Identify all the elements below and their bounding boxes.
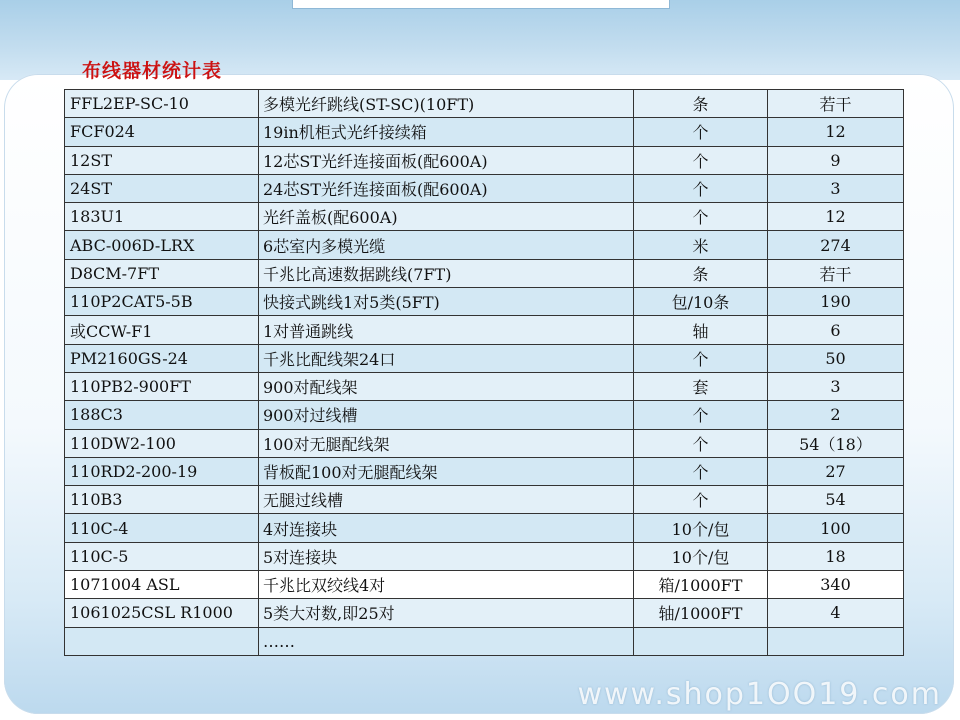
- table-row: [65, 174, 904, 202]
- materials-table-body: [65, 90, 904, 656]
- model-cell: 183U1: [65, 203, 259, 231]
- table-row: [65, 146, 904, 174]
- unit-cell: 10个/包: [634, 542, 768, 570]
- watermark: www.shop1OO19.com: [577, 677, 942, 712]
- table-row: [65, 457, 904, 485]
- table-row: [65, 231, 904, 259]
- description-cell: 光纤盖板(配600A): [259, 203, 634, 231]
- unit-cell: 个: [634, 429, 768, 457]
- unit-cell: 轴: [634, 316, 768, 344]
- quantity-cell: 190: [768, 288, 904, 316]
- model-cell: FFL2EP-SC-10: [65, 90, 259, 118]
- unit-cell: 个: [634, 457, 768, 485]
- table-row: [65, 259, 904, 287]
- unit-cell: 个: [634, 203, 768, 231]
- description-cell: 12芯ST光纤连接面板(配600A): [259, 146, 634, 174]
- model-cell: 110P2CAT5-5B: [65, 288, 259, 316]
- unit-cell: 条: [634, 90, 768, 118]
- unit-cell: [634, 627, 768, 655]
- unit-cell: 包/10条: [634, 288, 768, 316]
- unit-cell: 条: [634, 259, 768, 287]
- header-tab: [292, 0, 670, 9]
- table-row: [65, 118, 904, 146]
- description-cell: 24芯ST光纤连接面板(配600A): [259, 174, 634, 202]
- unit-cell: 10个/包: [634, 514, 768, 542]
- model-cell: 110RD2-200-19: [65, 457, 259, 485]
- unit-cell: 个: [634, 344, 768, 372]
- description-cell: 无腿过线槽: [259, 486, 634, 514]
- description-cell: 千兆比配线架24口: [259, 344, 634, 372]
- table-row: [65, 486, 904, 514]
- description-cell: 背板配100对无腿配线架: [259, 457, 634, 485]
- table-row: [65, 372, 904, 400]
- unit-cell: 箱/1000FT: [634, 571, 768, 599]
- quantity-cell: 3: [768, 174, 904, 202]
- table-row: [65, 542, 904, 570]
- quantity-cell: 274: [768, 231, 904, 259]
- quantity-cell: 100: [768, 514, 904, 542]
- table-row: [65, 627, 904, 655]
- model-cell: 110DW2-100: [65, 429, 259, 457]
- quantity-cell: 若干: [768, 90, 904, 118]
- description-cell: 快接式跳线1对5类(5FT): [259, 288, 634, 316]
- description-cell: 900对过线槽: [259, 401, 634, 429]
- model-cell: 110C-4: [65, 514, 259, 542]
- model-cell: 110C-5: [65, 542, 259, 570]
- description-cell: 千兆比高速数据跳线(7FT): [259, 259, 634, 287]
- table-row: [65, 571, 904, 599]
- table-row: [65, 514, 904, 542]
- table-title: 布线器材统计表: [82, 60, 223, 82]
- description-cell: 多模光纤跳线(ST-SC)(10FT): [259, 90, 634, 118]
- quantity-cell: 若干: [768, 259, 904, 287]
- quantity-cell: 54（18）: [768, 429, 904, 457]
- model-cell: D8CM-7FT: [65, 259, 259, 287]
- quantity-cell: 340: [768, 571, 904, 599]
- quantity-cell: 27: [768, 457, 904, 485]
- materials-table: [64, 89, 904, 656]
- model-cell: [65, 627, 259, 655]
- table-row: [65, 316, 904, 344]
- quantity-cell: 4: [768, 599, 904, 627]
- quantity-cell: 2: [768, 401, 904, 429]
- quantity-cell: 9: [768, 146, 904, 174]
- quantity-cell: 50: [768, 344, 904, 372]
- unit-cell: 轴/1000FT: [634, 599, 768, 627]
- table-row: [65, 288, 904, 316]
- table-row: [65, 599, 904, 627]
- quantity-cell: [768, 627, 904, 655]
- model-cell: 1061025CSL R1000: [65, 599, 259, 627]
- table-row: [65, 344, 904, 372]
- model-cell: 或CCW-F1: [65, 316, 259, 344]
- quantity-cell: 12: [768, 203, 904, 231]
- model-cell: ABC-006D-LRX: [65, 231, 259, 259]
- model-cell: 110PB2-900FT: [65, 372, 259, 400]
- description-cell: ……: [259, 627, 634, 655]
- model-cell: 12ST: [65, 146, 259, 174]
- table-row: [65, 401, 904, 429]
- description-cell: 5类大对数,即25对: [259, 599, 634, 627]
- unit-cell: 个: [634, 401, 768, 429]
- table-row: [65, 203, 904, 231]
- quantity-cell: 54: [768, 486, 904, 514]
- model-cell: 24ST: [65, 174, 259, 202]
- unit-cell: 米: [634, 231, 768, 259]
- quantity-cell: 18: [768, 542, 904, 570]
- description-cell: 5对连接块: [259, 542, 634, 570]
- description-cell: 4对连接块: [259, 514, 634, 542]
- unit-cell: 个: [634, 486, 768, 514]
- description-cell: 100对无腿配线架: [259, 429, 634, 457]
- unit-cell: 个: [634, 146, 768, 174]
- description-cell: 19in机柜式光纤接续箱: [259, 118, 634, 146]
- unit-cell: 个: [634, 118, 768, 146]
- quantity-cell: 12: [768, 118, 904, 146]
- description-cell: 1对普通跳线: [259, 316, 634, 344]
- quantity-cell: 3: [768, 372, 904, 400]
- description-cell: 900对配线架: [259, 372, 634, 400]
- table-row: [65, 90, 904, 118]
- quantity-cell: 6: [768, 316, 904, 344]
- unit-cell: 套: [634, 372, 768, 400]
- model-cell: PM2160GS-24: [65, 344, 259, 372]
- model-cell: 110B3: [65, 486, 259, 514]
- unit-cell: 个: [634, 174, 768, 202]
- description-cell: 千兆比双绞线4对: [259, 571, 634, 599]
- model-cell: FCF024: [65, 118, 259, 146]
- model-cell: 188C3: [65, 401, 259, 429]
- model-cell: 1071004 ASL: [65, 571, 259, 599]
- table-row: [65, 429, 904, 457]
- description-cell: 6芯室内多模光缆: [259, 231, 634, 259]
